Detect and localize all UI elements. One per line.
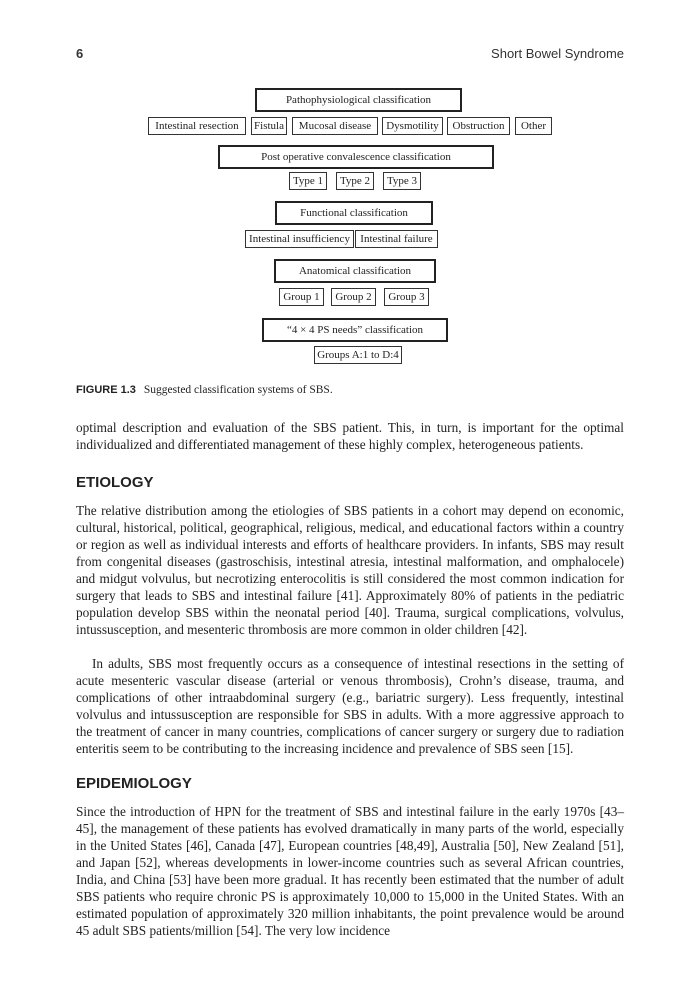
anatomical-title-box: Anatomical classification [274, 259, 436, 283]
page-number: 6 [76, 46, 84, 61]
book-title: Short Bowel Syndrome [491, 46, 624, 61]
item-type-1: Type 1 [289, 172, 327, 190]
etiology-heading: ETIOLOGY [76, 474, 154, 491]
item-groups-a1-d4: Groups A:1 to D:4 [314, 346, 402, 364]
item-intestinal-failure: Intestinal failure [355, 230, 438, 248]
epidemiology-paragraph-1: Since the introduction of HPN for the treatment of SBS and intestinal failure in the early 1970s [43–45], the management of these patients has evolved dramatically in many parts of the world, especially in the United States [46], Canada [47], European countries [48,49], Australia [50], New Zealand [51], and Japan [52], whereas developments in lower-income countries such as several African countries, India, and China [53] have been more gradual. It has recently been estimated that the number of adult SBS patients who require chronic PS is approximately 10,000 to 15,000 in the United States. With an estimated population of approximately 320 million inhabitants, the point prevalence would be around 45 adult SBS patients/million [54]. The very low incidence [76, 804, 624, 938]
item-type-2: Type 2 [336, 172, 374, 190]
item-intestinal-resection: Intestinal resection [148, 117, 246, 135]
figure-caption-text: Suggested classification systems of SBS. [143, 384, 333, 396]
etiology-paragraph-2: In adults, SBS most frequently occurs as a consequence of intestinal resections in the setting of acute mesenteric vascular disease (arterial or venous thrombosis), Crohn’s disease, trauma, and complications of other intraabdominal surgery (e.g., bariatric surgery). Less frequently, intestinal volvulus and intussusception are responsible for SBS in adults. With a more aggressive approach to the treatment of cancer in many countries, complications of cancer surgery or surgery due to radiation enteritis seem to be contributing to the increasing incidence and prevalence of SBS seen [15]. [76, 656, 624, 756]
intro-paragraph: optimal description and evaluation of the SBS patient. This, in turn, is important for the optimal individualized and differentiated management of these highly complex, heterogeneous patients. [76, 420, 624, 452]
item-other: Other [515, 117, 552, 135]
item-obstruction: Obstruction [447, 117, 510, 135]
ps-needs-title-box: “4 × 4 PS needs” classification [262, 318, 448, 342]
item-type-3: Type 3 [383, 172, 421, 190]
item-group-2: Group 2 [331, 288, 376, 306]
item-dysmotility: Dysmotility [382, 117, 443, 135]
item-intestinal-insufficiency: Intestinal insufficiency [245, 230, 354, 248]
figure-caption [76, 384, 624, 396]
postoperative-title-box: Post operative convalescence classification [218, 145, 494, 169]
item-group-1: Group 1 [279, 288, 324, 306]
epidemiology-heading: EPIDEMIOLOGY [76, 775, 192, 792]
figure-label: FIGURE 1.3 [76, 384, 136, 396]
pathophysiological-title-box: Pathophysiological classification [255, 88, 462, 112]
item-fistula: Fistula [251, 117, 287, 135]
classification-diagram [0, 0, 700, 380]
item-mucosal-disease: Mucosal disease [292, 117, 378, 135]
etiology-paragraph-1: The relative distribution among the etiologies of SBS patients in a cohort may depend on economic, cultural, historical, political, geographical, religious, medical, and educational factors within a country or region as well as individual interests and efforts of healthcare providers. In infants, SBS may result from congenital diseases (gastroschisis, intestinal atresia, intestinal malformation, and omphalocele) and midgut volvulus, but necrotizing enterocolitis is still considered the most common indication for surgery that leads to SBS and intestinal failure [41]. Approximately 80% of patients in the pediatric population develop SBS within the neonatal period [40]. Trauma, surgical complications, volvulus, intussusception, and mesenteric thrombosis are more common in older children [42]. [76, 503, 624, 637]
functional-title-box: Functional classification [275, 201, 433, 225]
item-group-3: Group 3 [384, 288, 429, 306]
